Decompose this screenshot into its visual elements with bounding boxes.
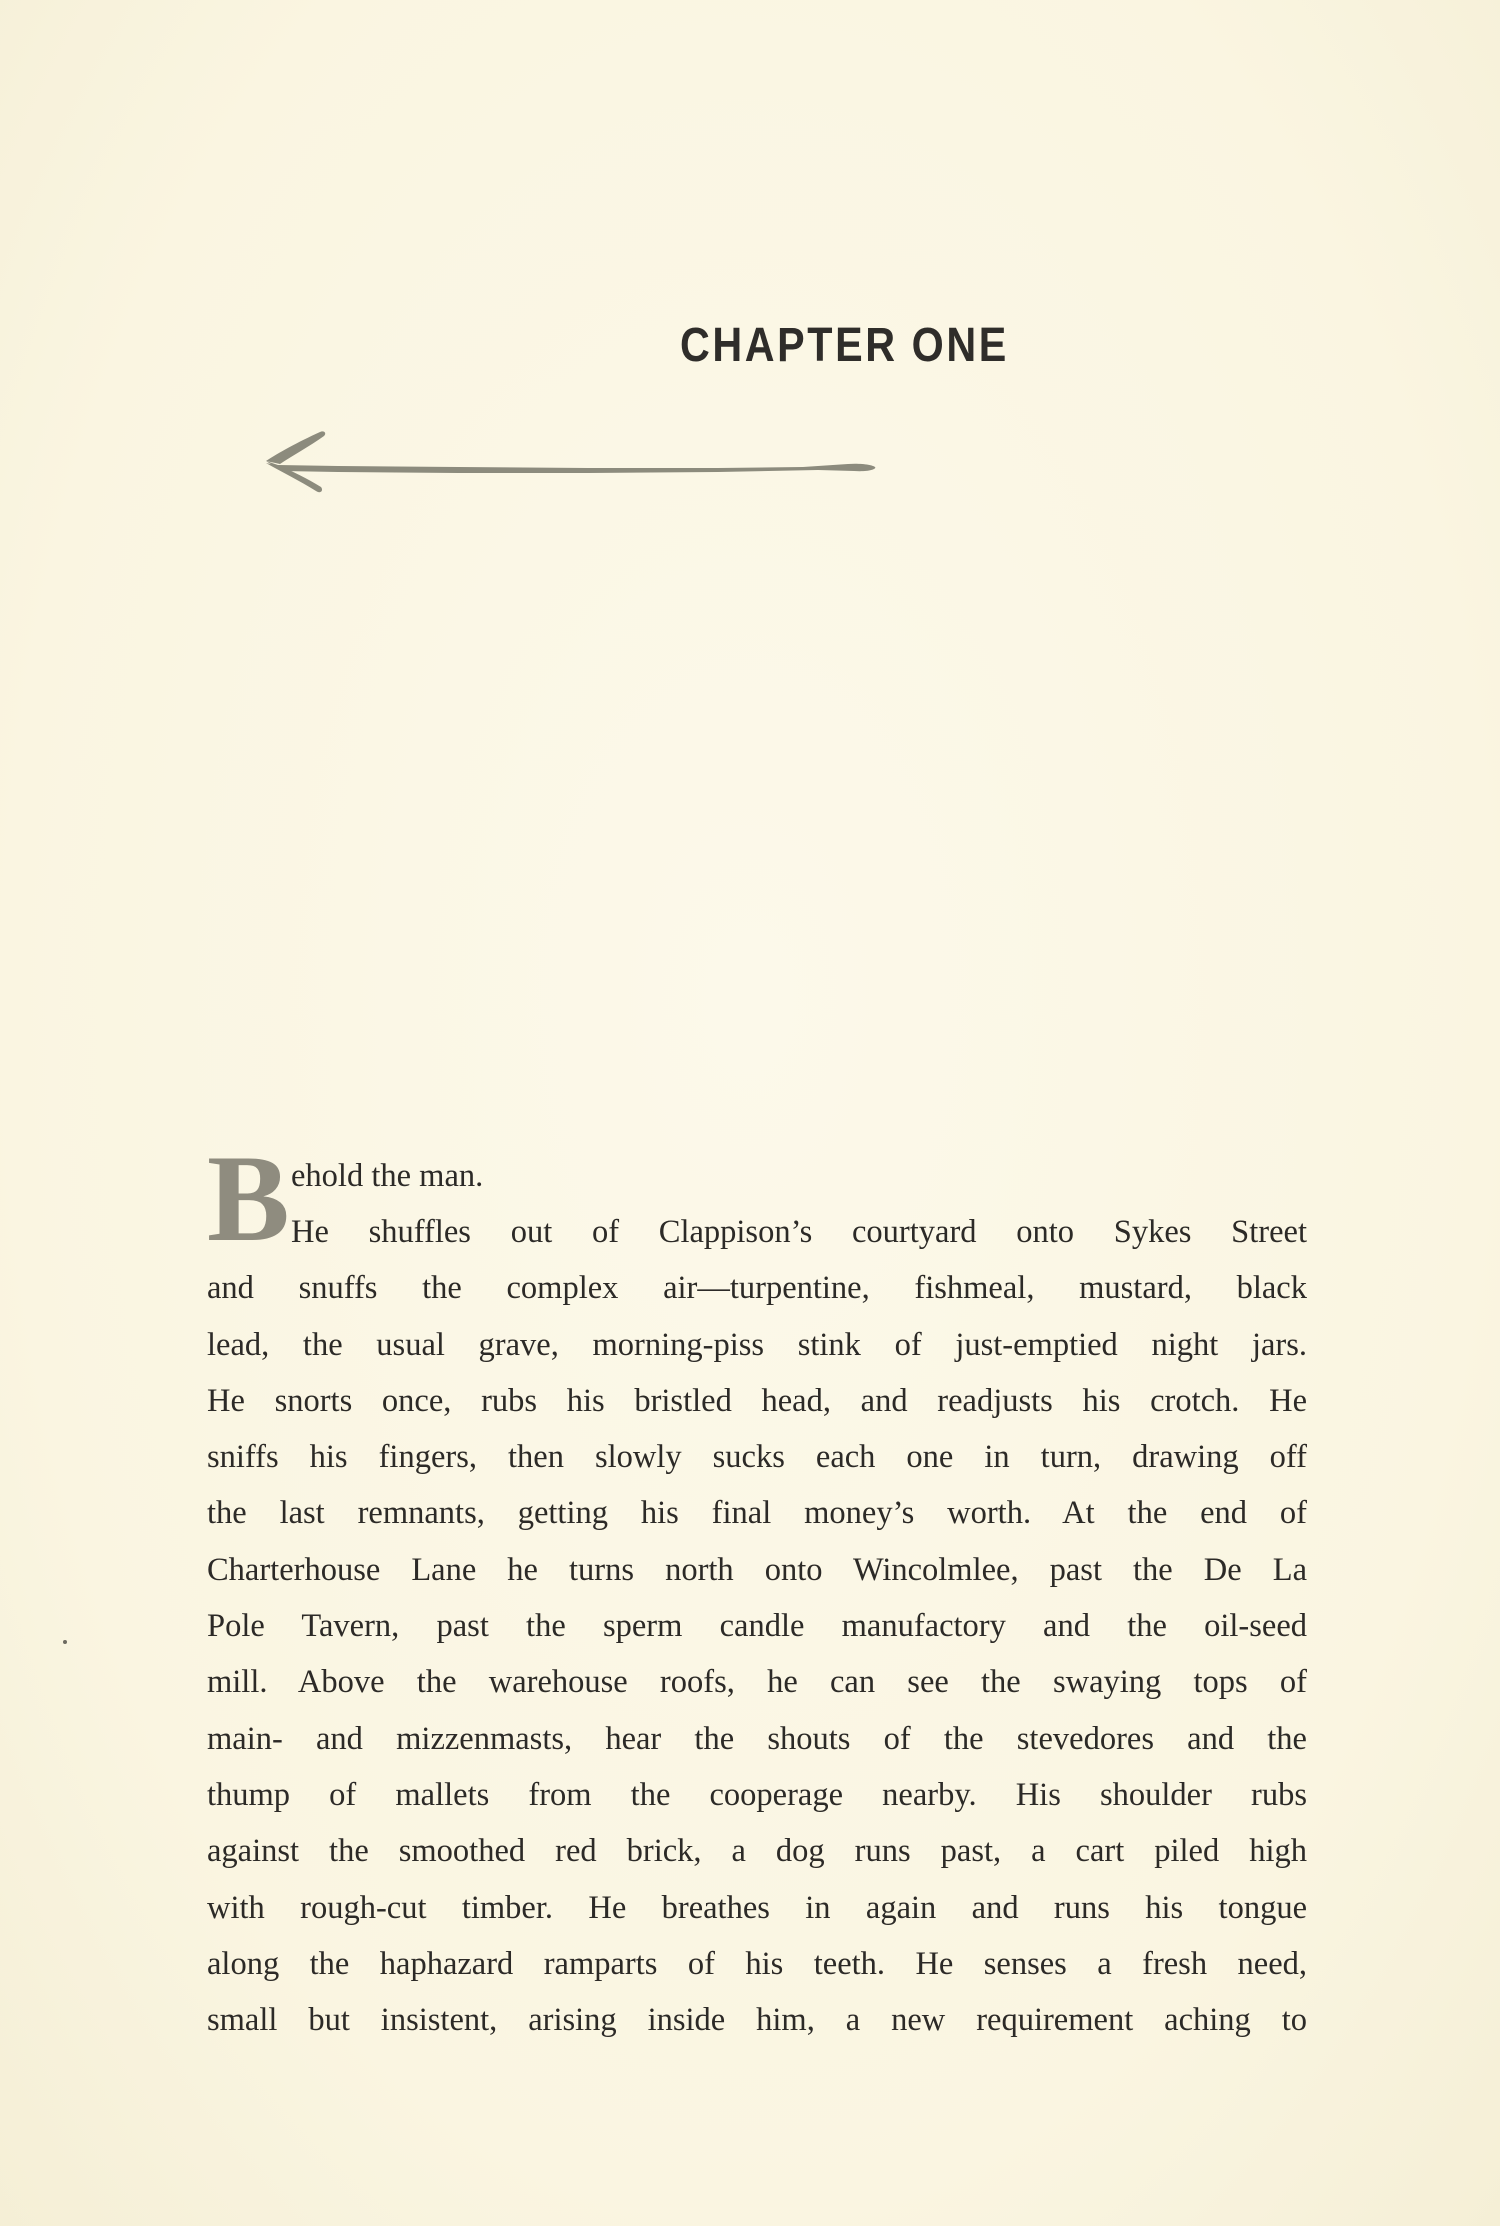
paragraph-line: sniffs his fingers, then slowly sucks each one in turn, drawing off: [207, 1439, 1307, 1476]
chapter-body: [207, 1130, 1307, 2048]
paragraph-line: He shuffles out of Clappison’s courtyard onto Sykes Street: [291, 1214, 1307, 1250]
scan-speck: [63, 1640, 67, 1644]
arrow-left-icon: [258, 425, 878, 495]
paragraph-line: along the haphazard ramparts of his teeth. He senses a fresh need,: [207, 1945, 1307, 1982]
paragraph-line: and snuffs the complex air—turpentine, fishmeal, mustard, black: [207, 1270, 1307, 1307]
paragraph-line: Charterhouse Lane he turns north onto Wincolmlee, past the De La: [207, 1551, 1307, 1588]
paragraph-line: Pole Tavern, past the sperm candle manufactory and the oil-seed: [207, 1608, 1307, 1645]
paragraph-line: with rough-cut timber. He breathes in again and runs his tongue: [207, 1889, 1307, 1926]
paragraph-line: the last remnants, getting his final money’s worth. At the end of: [207, 1495, 1307, 1532]
paragraph-line: small but insistent, arising inside him, a new requirement aching to: [207, 2002, 1307, 2039]
drop-cap: B: [207, 1130, 290, 1267]
chapter-title: CHAPTER ONE: [680, 319, 1009, 372]
paragraph-line: main- and mizzenmasts, hear the shouts of the stevedores and the: [207, 1720, 1307, 1757]
paragraph-line: lead, the usual grave, morning-piss stink of just-emptied night jars.: [207, 1326, 1307, 1363]
paragraph-line: He snorts once, rubs his bristled head, and readjusts his crotch. He: [207, 1382, 1307, 1419]
paragraph-line: thump of mallets from the cooperage nearby. His shoulder rubs: [207, 1776, 1307, 1813]
paragraph-line: against the smoothed red brick, a dog runs past, a cart piled high: [207, 1833, 1307, 1870]
paragraph-line: mill. Above the warehouse roofs, he can see the swaying tops of: [207, 1664, 1307, 1701]
opening-line-text: ehold the man.: [291, 1158, 484, 1194]
